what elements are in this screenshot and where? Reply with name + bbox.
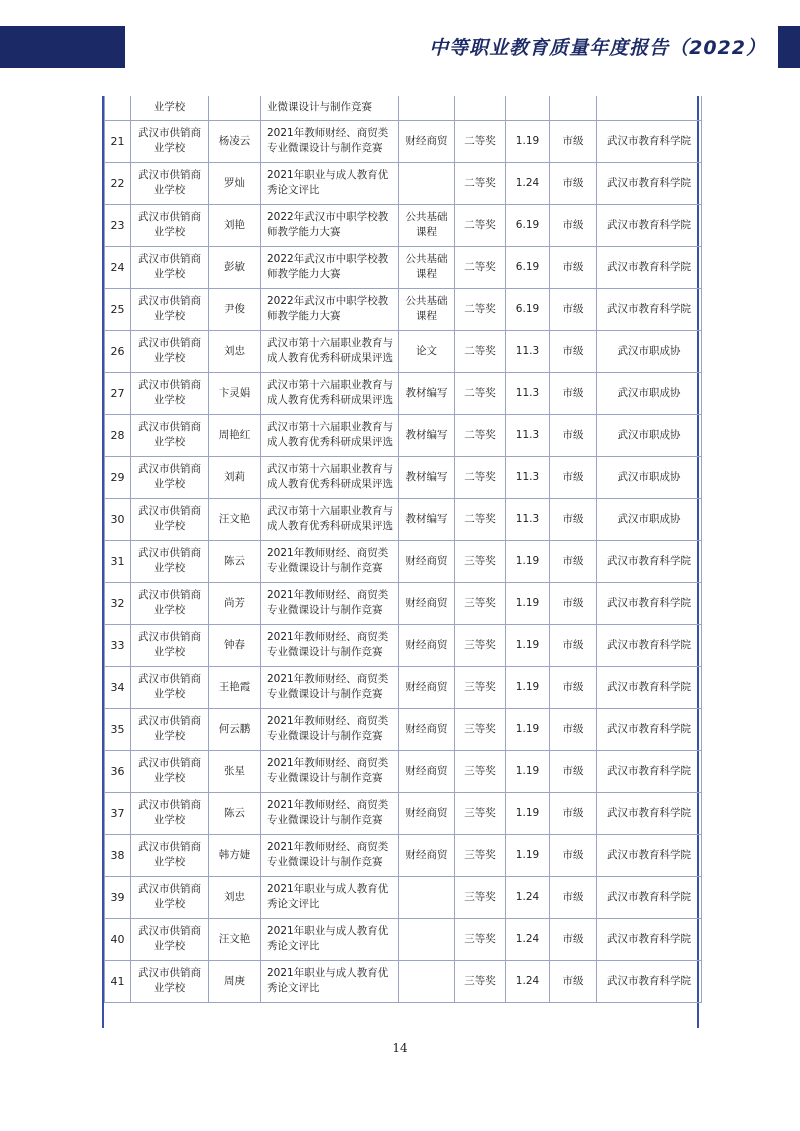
cell-award: 三等奖 (455, 624, 506, 666)
table-row (105, 162, 702, 204)
cell-school: 武汉市供销商业学校 (131, 204, 209, 246)
cell-date: 1.24 (506, 918, 550, 960)
cell-teacher: 王艳霞 (209, 666, 261, 708)
cell-award: 三等奖 (455, 708, 506, 750)
cell-competition: 2021年职业与成人教育优秀论文评比 (261, 918, 399, 960)
cell-competition: 武汉市第十六届职业教育与成人教育优秀科研成果评选 (261, 372, 399, 414)
cell-no: 22 (105, 162, 131, 204)
cell-award: 三等奖 (455, 666, 506, 708)
cell-school: 武汉市供销商业学校 (131, 330, 209, 372)
cell-school: 武汉市供销商业学校 (131, 540, 209, 582)
cell-award: 三等奖 (455, 960, 506, 1002)
cell-school: 武汉市供销商业学校 (131, 120, 209, 162)
table-row (105, 876, 702, 918)
cell-category (399, 876, 455, 918)
cell-category: 财经商贸 (399, 750, 455, 792)
cell-level: 市级 (550, 666, 597, 708)
cell-school: 武汉市供销商业学校 (131, 162, 209, 204)
cell-level: 市级 (550, 708, 597, 750)
cell-award: 二等奖 (455, 372, 506, 414)
cell-level: 市级 (550, 582, 597, 624)
cell-school: 武汉市供销商业学校 (131, 288, 209, 330)
cell-level: 市级 (550, 246, 597, 288)
cell-no: 30 (105, 498, 131, 540)
cell-level: 市级 (550, 330, 597, 372)
cell-award: 二等奖 (455, 498, 506, 540)
cell-competition: 2021年教师财经、商贸类专业微课设计与制作竞赛 (261, 708, 399, 750)
cell-school: 武汉市供销商业学校 (131, 918, 209, 960)
cell-level: 市级 (550, 750, 597, 792)
cell-competition: 2021年教师财经、商贸类专业微课设计与制作竞赛 (261, 750, 399, 792)
cell-school: 武汉市供销商业学校 (131, 456, 209, 498)
cell-school: 武汉市供销商业学校 (131, 792, 209, 834)
cell-level (550, 96, 597, 120)
cell-competition: 2022年武汉市中职学校教师教学能力大赛 (261, 204, 399, 246)
cell-category: 财经商贸 (399, 624, 455, 666)
table-row (105, 750, 702, 792)
cell-date: 11.3 (506, 414, 550, 456)
cell-category: 财经商贸 (399, 540, 455, 582)
table-row (105, 372, 702, 414)
cell-date: 11.3 (506, 498, 550, 540)
cell-date: 6.19 (506, 288, 550, 330)
cell-organizer: 武汉市职成协 (597, 372, 702, 414)
cell-organizer: 武汉市教育科学院 (597, 918, 702, 960)
cell-teacher: 汪文艳 (209, 498, 261, 540)
table-row (105, 498, 702, 540)
cell-teacher: 杨凌云 (209, 120, 261, 162)
cell-award: 二等奖 (455, 162, 506, 204)
cell-no: 38 (105, 834, 131, 876)
cell-date: 11.3 (506, 456, 550, 498)
cell-school: 业学校 (131, 96, 209, 120)
cell-organizer: 武汉市教育科学院 (597, 540, 702, 582)
cell-award: 三等奖 (455, 834, 506, 876)
cell-school: 武汉市供销商业学校 (131, 876, 209, 918)
cell-teacher: 陈云 (209, 792, 261, 834)
cell-teacher: 彭敏 (209, 246, 261, 288)
cell-award: 二等奖 (455, 204, 506, 246)
cell-level: 市级 (550, 456, 597, 498)
cell-organizer: 武汉市教育科学院 (597, 666, 702, 708)
cell-date: 11.3 (506, 372, 550, 414)
cell-no: 41 (105, 960, 131, 1002)
cell-competition: 武汉市第十六届职业教育与成人教育优秀科研成果评选 (261, 456, 399, 498)
cell-category (399, 96, 455, 120)
cell-teacher: 何云鹏 (209, 708, 261, 750)
cell-teacher: 周庚 (209, 960, 261, 1002)
awards-table-body (105, 96, 702, 1002)
cell-date: 1.19 (506, 582, 550, 624)
cell-teacher: 周艳红 (209, 414, 261, 456)
cell-no: 40 (105, 918, 131, 960)
cell-no: 37 (105, 792, 131, 834)
table-row (105, 120, 702, 162)
table-row (105, 330, 702, 372)
table-row-continued (105, 96, 702, 120)
cell-category (399, 918, 455, 960)
cell-competition: 2021年职业与成人教育优秀论文评比 (261, 960, 399, 1002)
cell-organizer: 武汉市教育科学院 (597, 246, 702, 288)
cell-level: 市级 (550, 918, 597, 960)
cell-level: 市级 (550, 834, 597, 876)
cell-category: 公共基础课程 (399, 246, 455, 288)
cell-date: 1.19 (506, 666, 550, 708)
cell-competition: 业微课设计与制作竞赛 (261, 96, 399, 120)
table-row (105, 204, 702, 246)
cell-no: 35 (105, 708, 131, 750)
cell-school: 武汉市供销商业学校 (131, 414, 209, 456)
table-row (105, 582, 702, 624)
cell-competition: 2021年职业与成人教育优秀论文评比 (261, 162, 399, 204)
cell-date: 1.19 (506, 624, 550, 666)
cell-competition: 2021年教师财经、商贸类专业微课设计与制作竞赛 (261, 582, 399, 624)
cell-teacher: 尹俊 (209, 288, 261, 330)
header-accent-bar-left (0, 26, 125, 68)
header-accent-bar-right (778, 26, 800, 68)
cell-organizer: 武汉市教育科学院 (597, 960, 702, 1002)
cell-no: 32 (105, 582, 131, 624)
cell-organizer: 武汉市教育科学院 (597, 876, 702, 918)
cell-category: 财经商贸 (399, 792, 455, 834)
cell-category: 教材编写 (399, 372, 455, 414)
cell-category: 财经商贸 (399, 120, 455, 162)
cell-category: 公共基础课程 (399, 204, 455, 246)
cell-organizer: 武汉市教育科学院 (597, 624, 702, 666)
cell-no: 31 (105, 540, 131, 582)
table-row (105, 960, 702, 1002)
cell-organizer: 武汉市职成协 (597, 330, 702, 372)
cell-competition: 武汉市第十六届职业教育与成人教育优秀科研成果评选 (261, 498, 399, 540)
table-row (105, 540, 702, 582)
cell-organizer: 武汉市教育科学院 (597, 582, 702, 624)
cell-no: 25 (105, 288, 131, 330)
cell-organizer: 武汉市教育科学院 (597, 834, 702, 876)
cell-date: 1.19 (506, 792, 550, 834)
page-number: 14 (392, 1041, 408, 1055)
cell-level: 市级 (550, 372, 597, 414)
cell-category: 论文 (399, 330, 455, 372)
cell-no (105, 96, 131, 120)
cell-organizer: 武汉市教育科学院 (597, 750, 702, 792)
cell-teacher: 汪文艳 (209, 918, 261, 960)
cell-award (455, 96, 506, 120)
table-row (105, 246, 702, 288)
cell-award: 三等奖 (455, 540, 506, 582)
cell-level: 市级 (550, 624, 597, 666)
cell-teacher: 刘艳 (209, 204, 261, 246)
cell-competition: 2021年教师财经、商贸类专业微课设计与制作竞赛 (261, 120, 399, 162)
cell-organizer: 武汉市教育科学院 (597, 162, 702, 204)
table-row (105, 666, 702, 708)
cell-award: 三等奖 (455, 792, 506, 834)
cell-award: 二等奖 (455, 330, 506, 372)
table-row (105, 834, 702, 876)
cell-level: 市级 (550, 960, 597, 1002)
cell-date: 1.24 (506, 960, 550, 1002)
cell-school: 武汉市供销商业学校 (131, 372, 209, 414)
cell-category: 财经商贸 (399, 666, 455, 708)
cell-category: 财经商贸 (399, 708, 455, 750)
report-title: 中等职业教育质量年度报告（2022） (429, 37, 766, 59)
cell-teacher: 钟春 (209, 624, 261, 666)
cell-category: 财经商贸 (399, 834, 455, 876)
cell-level: 市级 (550, 204, 597, 246)
cell-competition: 2021年职业与成人教育优秀论文评比 (261, 876, 399, 918)
cell-school: 武汉市供销商业学校 (131, 582, 209, 624)
cell-date: 1.19 (506, 834, 550, 876)
cell-no: 24 (105, 246, 131, 288)
cell-no: 28 (105, 414, 131, 456)
cell-category: 教材编写 (399, 414, 455, 456)
cell-category: 公共基础课程 (399, 288, 455, 330)
cell-no: 29 (105, 456, 131, 498)
cell-award: 二等奖 (455, 288, 506, 330)
cell-teacher: 尚芳 (209, 582, 261, 624)
cell-school: 武汉市供销商业学校 (131, 960, 209, 1002)
cell-teacher: 韩方婕 (209, 834, 261, 876)
cell-competition: 2021年教师财经、商贸类专业微课设计与制作竞赛 (261, 792, 399, 834)
cell-teacher: 陈云 (209, 540, 261, 582)
cell-date: 1.24 (506, 876, 550, 918)
cell-no: 26 (105, 330, 131, 372)
cell-award: 三等奖 (455, 876, 506, 918)
cell-date: 1.19 (506, 120, 550, 162)
table-row (105, 288, 702, 330)
cell-date: 1.19 (506, 540, 550, 582)
cell-school: 武汉市供销商业学校 (131, 498, 209, 540)
cell-teacher: 刘忠 (209, 876, 261, 918)
cell-no: 34 (105, 666, 131, 708)
cell-competition: 2022年武汉市中职学校教师教学能力大赛 (261, 246, 399, 288)
cell-level: 市级 (550, 120, 597, 162)
cell-competition: 武汉市第十六届职业教育与成人教育优秀科研成果评选 (261, 414, 399, 456)
cell-date: 1.19 (506, 750, 550, 792)
cell-no: 21 (105, 120, 131, 162)
cell-teacher: 刘忠 (209, 330, 261, 372)
cell-organizer: 武汉市教育科学院 (597, 792, 702, 834)
cell-organizer: 武汉市职成协 (597, 498, 702, 540)
cell-no: 27 (105, 372, 131, 414)
cell-category: 教材编写 (399, 498, 455, 540)
cell-school: 武汉市供销商业学校 (131, 246, 209, 288)
cell-competition: 2021年教师财经、商贸类专业微课设计与制作竞赛 (261, 624, 399, 666)
table-row (105, 918, 702, 960)
cell-teacher (209, 96, 261, 120)
cell-organizer: 武汉市教育科学院 (597, 288, 702, 330)
cell-date: 1.24 (506, 162, 550, 204)
cell-no: 39 (105, 876, 131, 918)
awards-table-container (102, 96, 699, 1028)
cell-level: 市级 (550, 498, 597, 540)
cell-category (399, 960, 455, 1002)
cell-level: 市级 (550, 162, 597, 204)
table-row (105, 708, 702, 750)
cell-award: 二等奖 (455, 246, 506, 288)
awards-table (104, 96, 702, 1003)
cell-level: 市级 (550, 414, 597, 456)
cell-organizer: 武汉市职成协 (597, 456, 702, 498)
cell-school: 武汉市供销商业学校 (131, 708, 209, 750)
cell-date (506, 96, 550, 120)
cell-category: 教材编写 (399, 456, 455, 498)
cell-category: 财经商贸 (399, 582, 455, 624)
cell-teacher: 张星 (209, 750, 261, 792)
cell-competition: 2021年教师财经、商贸类专业微课设计与制作竞赛 (261, 540, 399, 582)
cell-award: 三等奖 (455, 918, 506, 960)
cell-award: 三等奖 (455, 750, 506, 792)
cell-level: 市级 (550, 876, 597, 918)
cell-teacher: 刘莉 (209, 456, 261, 498)
table-row (105, 792, 702, 834)
cell-award: 二等奖 (455, 120, 506, 162)
cell-organizer: 武汉市教育科学院 (597, 708, 702, 750)
cell-school: 武汉市供销商业学校 (131, 666, 209, 708)
cell-award: 三等奖 (455, 582, 506, 624)
cell-award: 二等奖 (455, 456, 506, 498)
cell-no: 23 (105, 204, 131, 246)
cell-organizer (597, 96, 702, 120)
cell-competition: 武汉市第十六届职业教育与成人教育优秀科研成果评选 (261, 330, 399, 372)
cell-teacher: 卞灵娟 (209, 372, 261, 414)
cell-category (399, 162, 455, 204)
cell-award: 二等奖 (455, 414, 506, 456)
cell-level: 市级 (550, 540, 597, 582)
table-row (105, 456, 702, 498)
cell-level: 市级 (550, 288, 597, 330)
cell-school: 武汉市供销商业学校 (131, 624, 209, 666)
cell-date: 1.19 (506, 708, 550, 750)
cell-date: 6.19 (506, 204, 550, 246)
cell-school: 武汉市供销商业学校 (131, 834, 209, 876)
cell-school: 武汉市供销商业学校 (131, 750, 209, 792)
cell-no: 36 (105, 750, 131, 792)
cell-date: 11.3 (506, 330, 550, 372)
cell-no: 33 (105, 624, 131, 666)
cell-level: 市级 (550, 792, 597, 834)
cell-competition: 2021年教师财经、商贸类专业微课设计与制作竞赛 (261, 834, 399, 876)
table-row (105, 624, 702, 666)
cell-organizer: 武汉市职成协 (597, 414, 702, 456)
cell-competition: 2021年教师财经、商贸类专业微课设计与制作竞赛 (261, 666, 399, 708)
table-row (105, 414, 702, 456)
cell-date: 6.19 (506, 246, 550, 288)
cell-competition: 2022年武汉市中职学校教师教学能力大赛 (261, 288, 399, 330)
cell-organizer: 武汉市教育科学院 (597, 204, 702, 246)
cell-organizer: 武汉市教育科学院 (597, 120, 702, 162)
cell-teacher: 罗灿 (209, 162, 261, 204)
